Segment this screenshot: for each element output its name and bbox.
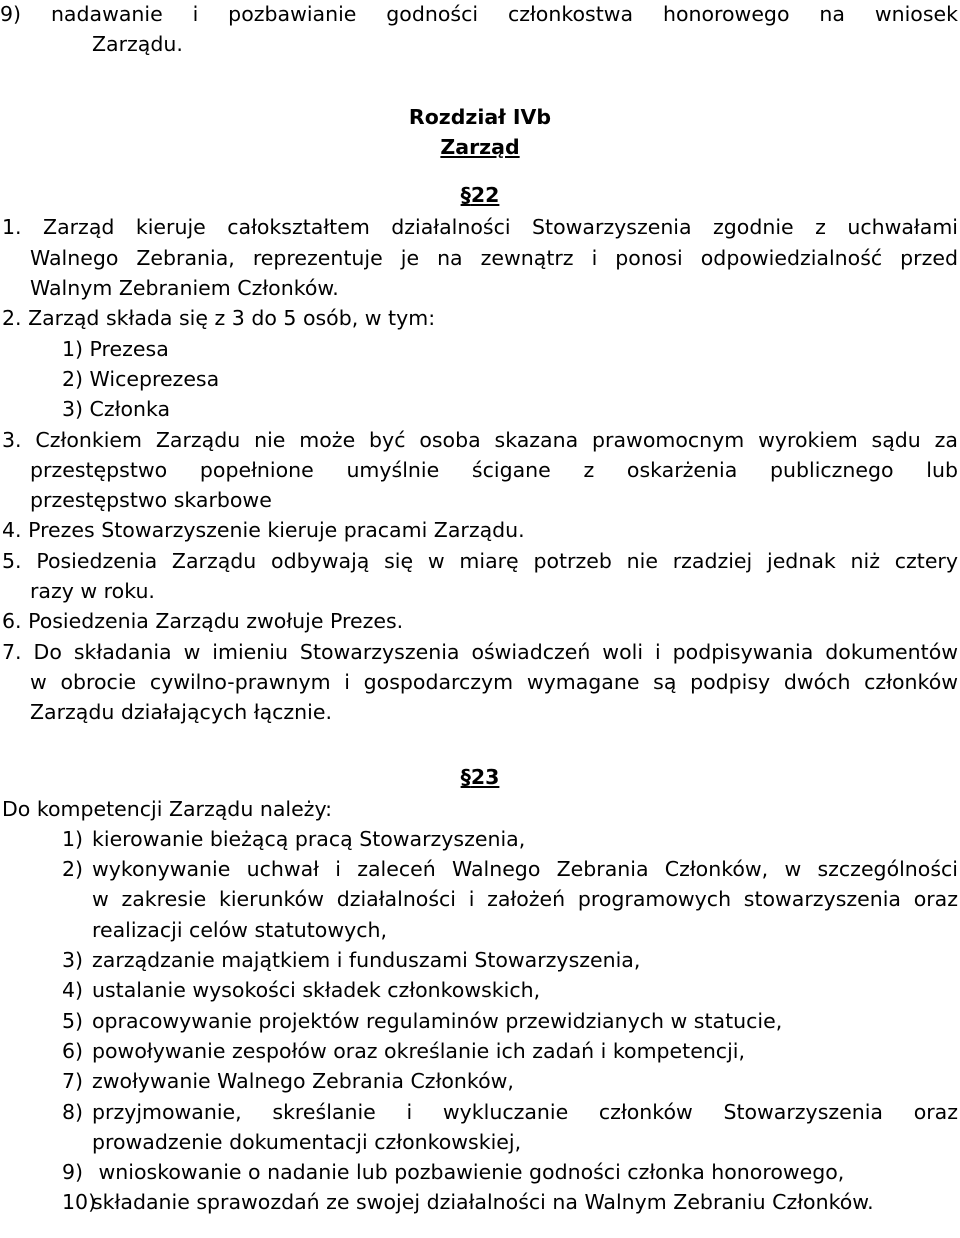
list-item-number: 1)	[62, 826, 84, 851]
list-item	[0, 854, 960, 884]
s22-p5-line2: razy w roku.	[30, 579, 155, 604]
list-item-text: kierowanie bieżącą pracą Stowarzyszenia,	[92, 826, 526, 851]
list-item-number	[62, 1127, 92, 1157]
list-item-number: 10)	[62, 1190, 97, 1215]
chapter-title: Rozdział IVb	[408, 104, 552, 129]
s23-intro: Do kompetencji Zarządu należy:	[2, 796, 332, 821]
list-item-text: ustalanie wysokości składek członkowskich,	[92, 978, 541, 1003]
list-item-text: składanie sprawozdań ze swojej działalności na Walnym Zebraniu Członków.	[92, 1190, 874, 1215]
s22-p6: 6. Posiedzenia Zarządu zwołuje Prezes.	[2, 609, 404, 634]
chapter-subtitle: Zarząd	[440, 135, 520, 160]
list-item-text: w zakresie kierunków działalności i założeń programowych stowarzyszenia oraz	[92, 887, 958, 912]
s22-p5-line1: 5. Posiedzenia Zarządu odbywają się w miarę potrzeb nie rzadziej jednak niż cztery	[2, 548, 958, 573]
section-23-mark: §23	[460, 764, 500, 789]
list-item	[0, 975, 960, 1005]
s22-p2-item-3: 3) Członka	[62, 397, 171, 422]
list-item-text: przyjmowanie, skreślanie i wykluczanie członków Stowarzyszenia oraz	[92, 1099, 958, 1124]
list-item-number: 9)	[62, 1160, 84, 1185]
list-item	[0, 1036, 960, 1066]
s22-p2-item-1: 1) Prezesa	[62, 336, 169, 361]
list-item-9-continuation: Zarządu.	[92, 32, 183, 57]
s22-p3-line3: przestępstwo skarbowe	[30, 488, 272, 513]
s22-p1-line2: Walnego Zebrania, reprezentuje je na zewnątrz i ponosi odpowiedzialność przed	[30, 245, 958, 270]
s22-p7-line1: 7. Do składania w imieniu Stowarzyszenia oświadczeń woli i podpisywania dokumentów	[2, 639, 958, 664]
list-item-number: 2)	[62, 857, 84, 882]
list-item-text: opracowywanie projektów regulaminów przewidzianych w statucie,	[92, 1008, 783, 1033]
s22-p7-line2: w obrocie cywilno-prawnym i gospodarczym wymagane są podpisy dwóch członków	[30, 669, 958, 694]
list-item-text: prowadzenie dokumentacji członkowskiej,	[92, 1129, 522, 1154]
s22-p7-line3: Zarządu działających łącznie.	[30, 700, 332, 725]
list-item-number	[62, 884, 92, 914]
s22-p3-line2: przestępstwo popełnione umyślnie ścigane z oskarżenia publicznego lub	[30, 457, 958, 482]
list-item-continuation	[0, 915, 960, 945]
list-item-text: wnioskowanie o nadanie lub pozbawienie godności członka honorowego,	[92, 1160, 845, 1185]
list-item-continuation	[0, 884, 960, 914]
s22-p2-item-2: 2) Wiceprezesa	[62, 366, 220, 391]
list-item	[0, 1157, 960, 1187]
list-item-text: zarządzanie majątkiem i funduszami Stowarzyszenia,	[92, 948, 641, 973]
list-item	[0, 1006, 960, 1036]
list-item-number: 5)	[62, 1008, 84, 1033]
list-item-number: 7)	[62, 1069, 84, 1094]
competences-list	[0, 824, 960, 1218]
list-item-number: 4)	[62, 978, 84, 1003]
list-item-9-line	[0, 0, 960, 29]
top-line-1: 9) nadawanie i pozbawianie godności członkostwa honorowego na wniosek	[0, 2, 958, 26]
list-item	[0, 1187, 960, 1217]
s22-p1-line1: 1. Zarząd kieruje całokształtem działalności Stowarzyszenia zgodnie z uchwałami	[2, 215, 958, 240]
paragraph-sign-icon: §	[460, 183, 471, 208]
list-item-number	[62, 915, 92, 945]
list-item	[0, 1097, 960, 1127]
section-22-mark: §22	[460, 183, 500, 208]
s22-p1-line3: Walnym Zebraniem Członków.	[30, 276, 339, 301]
s22-p2: 2. Zarząd składa się z 3 do 5 osób, w tym:	[2, 306, 436, 331]
list-item-number: 6)	[62, 1038, 84, 1063]
list-item-number: 8)	[62, 1099, 84, 1124]
list-item	[0, 1066, 960, 1096]
s22-p3-line1: 3. Członkiem Zarządu nie może być osoba skazana prawomocnym wyrokiem sądu za	[2, 427, 958, 452]
list-item	[0, 945, 960, 975]
paragraph-sign-icon: §	[460, 764, 471, 789]
list-item-text: realizacji celów statutowych,	[92, 917, 388, 942]
s22-p4: 4. Prezes Stowarzyszenie kieruje pracami Zarządu.	[2, 518, 525, 543]
list-item-text: zwoływanie Walnego Zebrania Członków,	[92, 1069, 514, 1094]
list-item-text: wykonywanie uchwał i zaleceń Walnego Zebrania Członków, w szczególności	[92, 857, 958, 882]
list-item-continuation	[0, 1127, 960, 1157]
list-item	[0, 824, 960, 854]
list-item-number: 3)	[62, 948, 84, 973]
list-item-text: powoływanie zespołów oraz określanie ich zadań i kompetencji,	[92, 1038, 745, 1063]
